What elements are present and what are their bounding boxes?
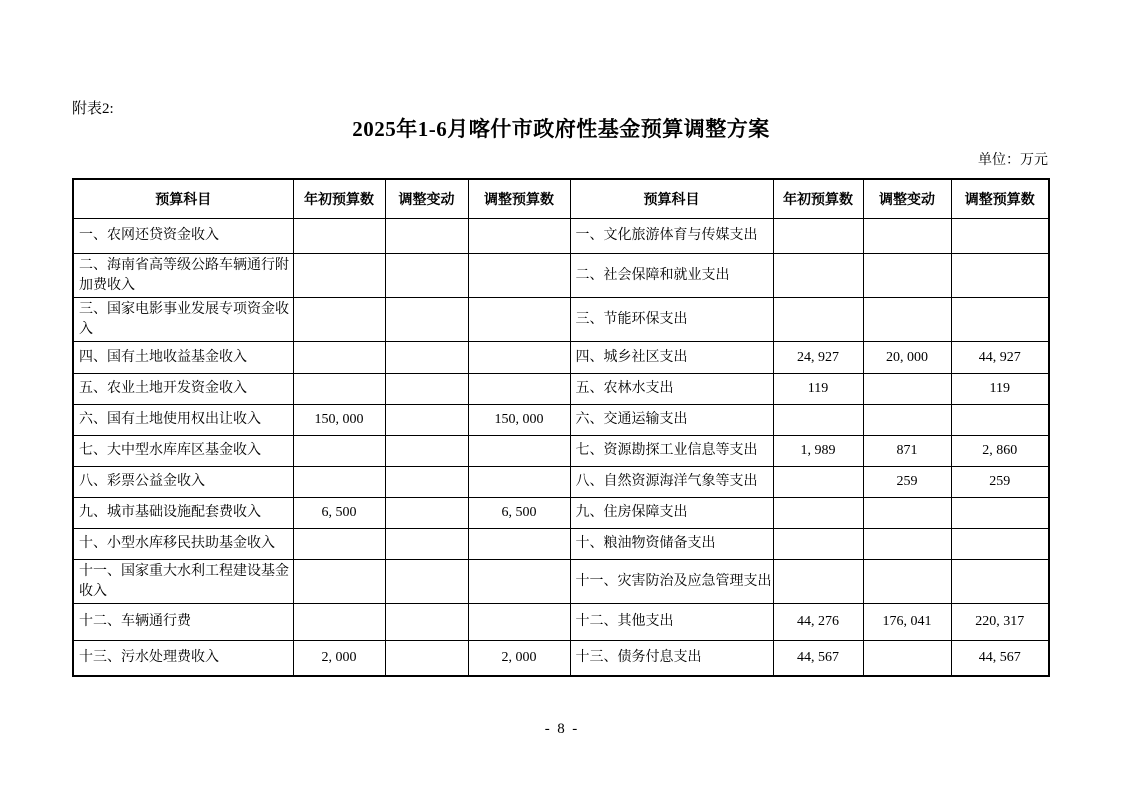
table-row — [73, 641, 1049, 676]
page-title: 2025年1-6月喀什市政府性基金预算调整方案 — [352, 117, 770, 141]
value-cell — [385, 498, 468, 529]
subject-cell: 五、农林水支出 — [570, 374, 773, 405]
value-cell — [863, 254, 951, 298]
subject-cell: 六、国有土地使用权出让收入 — [73, 405, 293, 436]
table-row — [73, 436, 1049, 467]
value-cell — [863, 298, 951, 342]
subject-cell: 四、国有土地收益基金收入 — [73, 342, 293, 374]
value-cell — [468, 436, 570, 467]
value-cell: 44, 276 — [773, 604, 863, 641]
header-cell: 预算科目 — [570, 179, 773, 219]
subject-cell: 三、国家电影事业发展专项资金收入 — [73, 298, 293, 342]
value-cell: 150, 000 — [468, 405, 570, 436]
subject-cell: 九、住房保障支出 — [570, 498, 773, 529]
value-cell — [773, 219, 863, 254]
value-cell: 44, 927 — [951, 342, 1049, 374]
value-cell — [773, 560, 863, 604]
value-cell — [773, 529, 863, 560]
header-cell: 年初预算数 — [293, 179, 385, 219]
value-cell — [773, 298, 863, 342]
value-cell — [293, 604, 385, 641]
value-cell — [468, 342, 570, 374]
table-row — [73, 529, 1049, 560]
value-cell — [951, 298, 1049, 342]
header-cell: 调整变动 — [385, 179, 468, 219]
value-cell — [293, 436, 385, 467]
value-cell — [385, 604, 468, 641]
value-cell — [293, 529, 385, 560]
page-number: - 8 - — [544, 721, 578, 737]
value-cell — [951, 219, 1049, 254]
subject-cell: 五、农业土地开发资金收入 — [73, 374, 293, 405]
budget-table — [72, 178, 1050, 677]
value-cell — [863, 374, 951, 405]
value-cell: 259 — [863, 467, 951, 498]
value-cell — [468, 604, 570, 641]
value-cell — [293, 342, 385, 374]
value-cell — [293, 254, 385, 298]
value-cell: 6, 500 — [293, 498, 385, 529]
table-row — [73, 604, 1049, 641]
value-cell — [385, 560, 468, 604]
table-row — [73, 405, 1049, 436]
subject-cell: 十三、污水处理费收入 — [73, 641, 293, 676]
value-cell — [863, 560, 951, 604]
subject-cell: 六、交通运输支出 — [570, 405, 773, 436]
subject-cell: 十二、车辆通行费 — [73, 604, 293, 641]
value-cell: 2, 000 — [468, 641, 570, 676]
value-cell — [468, 560, 570, 604]
value-cell — [773, 467, 863, 498]
value-cell: 6, 500 — [468, 498, 570, 529]
value-cell — [863, 405, 951, 436]
value-cell — [773, 405, 863, 436]
subject-cell: 一、农网还贷资金收入 — [73, 219, 293, 254]
value-cell — [468, 374, 570, 405]
value-cell: 220, 317 — [951, 604, 1049, 641]
value-cell — [385, 342, 468, 374]
value-cell: 2, 000 — [293, 641, 385, 676]
value-cell — [468, 529, 570, 560]
value-cell — [385, 374, 468, 405]
subject-cell: 十一、国家重大水利工程建设基金收入 — [73, 560, 293, 604]
value-cell — [951, 498, 1049, 529]
subject-cell: 十、小型水库移民扶助基金收入 — [73, 529, 293, 560]
value-cell: 2, 860 — [951, 436, 1049, 467]
subject-cell: 二、社会保障和就业支出 — [570, 254, 773, 298]
value-cell — [293, 298, 385, 342]
value-cell: 44, 567 — [773, 641, 863, 676]
table-row — [73, 219, 1049, 254]
table-header-row — [73, 179, 1049, 219]
subject-cell: 十三、债务付息支出 — [570, 641, 773, 676]
value-cell — [293, 560, 385, 604]
unit-note: 单位：万元 — [978, 153, 1048, 168]
value-cell — [385, 298, 468, 342]
value-cell — [773, 498, 863, 529]
value-cell — [951, 529, 1049, 560]
subject-cell: 一、文化旅游体育与传媒支出 — [570, 219, 773, 254]
table-row — [73, 374, 1049, 405]
value-cell: 20, 000 — [863, 342, 951, 374]
appendix-label: 附表2: — [72, 101, 114, 117]
subject-cell: 三、节能环保支出 — [570, 298, 773, 342]
table-row — [73, 342, 1049, 374]
subject-cell: 十一、灾害防治及应急管理支出 — [570, 560, 773, 604]
value-cell — [385, 219, 468, 254]
value-cell: 176, 041 — [863, 604, 951, 641]
value-cell — [293, 467, 385, 498]
table-row — [73, 560, 1049, 604]
value-cell — [293, 374, 385, 405]
value-cell — [385, 641, 468, 676]
table-row — [73, 298, 1049, 342]
value-cell — [385, 467, 468, 498]
value-cell — [468, 254, 570, 298]
subject-cell: 二、海南省高等级公路车辆通行附加费收入 — [73, 254, 293, 298]
value-cell: 259 — [951, 467, 1049, 498]
header-cell: 预算科目 — [73, 179, 293, 219]
value-cell — [293, 219, 385, 254]
value-cell — [951, 405, 1049, 436]
value-cell — [468, 219, 570, 254]
table-row — [73, 498, 1049, 529]
value-cell — [951, 254, 1049, 298]
value-cell — [385, 254, 468, 298]
subject-cell: 十、粮油物资储备支出 — [570, 529, 773, 560]
value-cell — [863, 641, 951, 676]
value-cell — [385, 436, 468, 467]
value-cell — [385, 405, 468, 436]
subject-cell: 八、自然资源海洋气象等支出 — [570, 467, 773, 498]
value-cell: 119 — [773, 374, 863, 405]
value-cell — [951, 560, 1049, 604]
subject-cell: 七、资源勘探工业信息等支出 — [570, 436, 773, 467]
subject-cell: 十二、其他支出 — [570, 604, 773, 641]
table-row — [73, 467, 1049, 498]
subject-cell: 四、城乡社区支出 — [570, 342, 773, 374]
value-cell: 24, 927 — [773, 342, 863, 374]
value-cell — [863, 498, 951, 529]
value-cell: 44, 567 — [951, 641, 1049, 676]
header-cell: 调整变动 — [863, 179, 951, 219]
value-cell — [468, 298, 570, 342]
value-cell — [773, 254, 863, 298]
subject-cell: 九、城市基础设施配套费收入 — [73, 498, 293, 529]
value-cell: 150, 000 — [293, 405, 385, 436]
value-cell — [385, 529, 468, 560]
value-cell — [863, 219, 951, 254]
value-cell: 119 — [951, 374, 1049, 405]
value-cell: 1, 989 — [773, 436, 863, 467]
value-cell — [863, 529, 951, 560]
subject-cell: 八、彩票公益金收入 — [73, 467, 293, 498]
header-cell: 调整预算数 — [951, 179, 1049, 219]
subject-cell: 七、大中型水库库区基金收入 — [73, 436, 293, 467]
header-cell: 年初预算数 — [773, 179, 863, 219]
value-cell: 871 — [863, 436, 951, 467]
table-row — [73, 254, 1049, 298]
header-cell: 调整预算数 — [468, 179, 570, 219]
value-cell — [468, 467, 570, 498]
